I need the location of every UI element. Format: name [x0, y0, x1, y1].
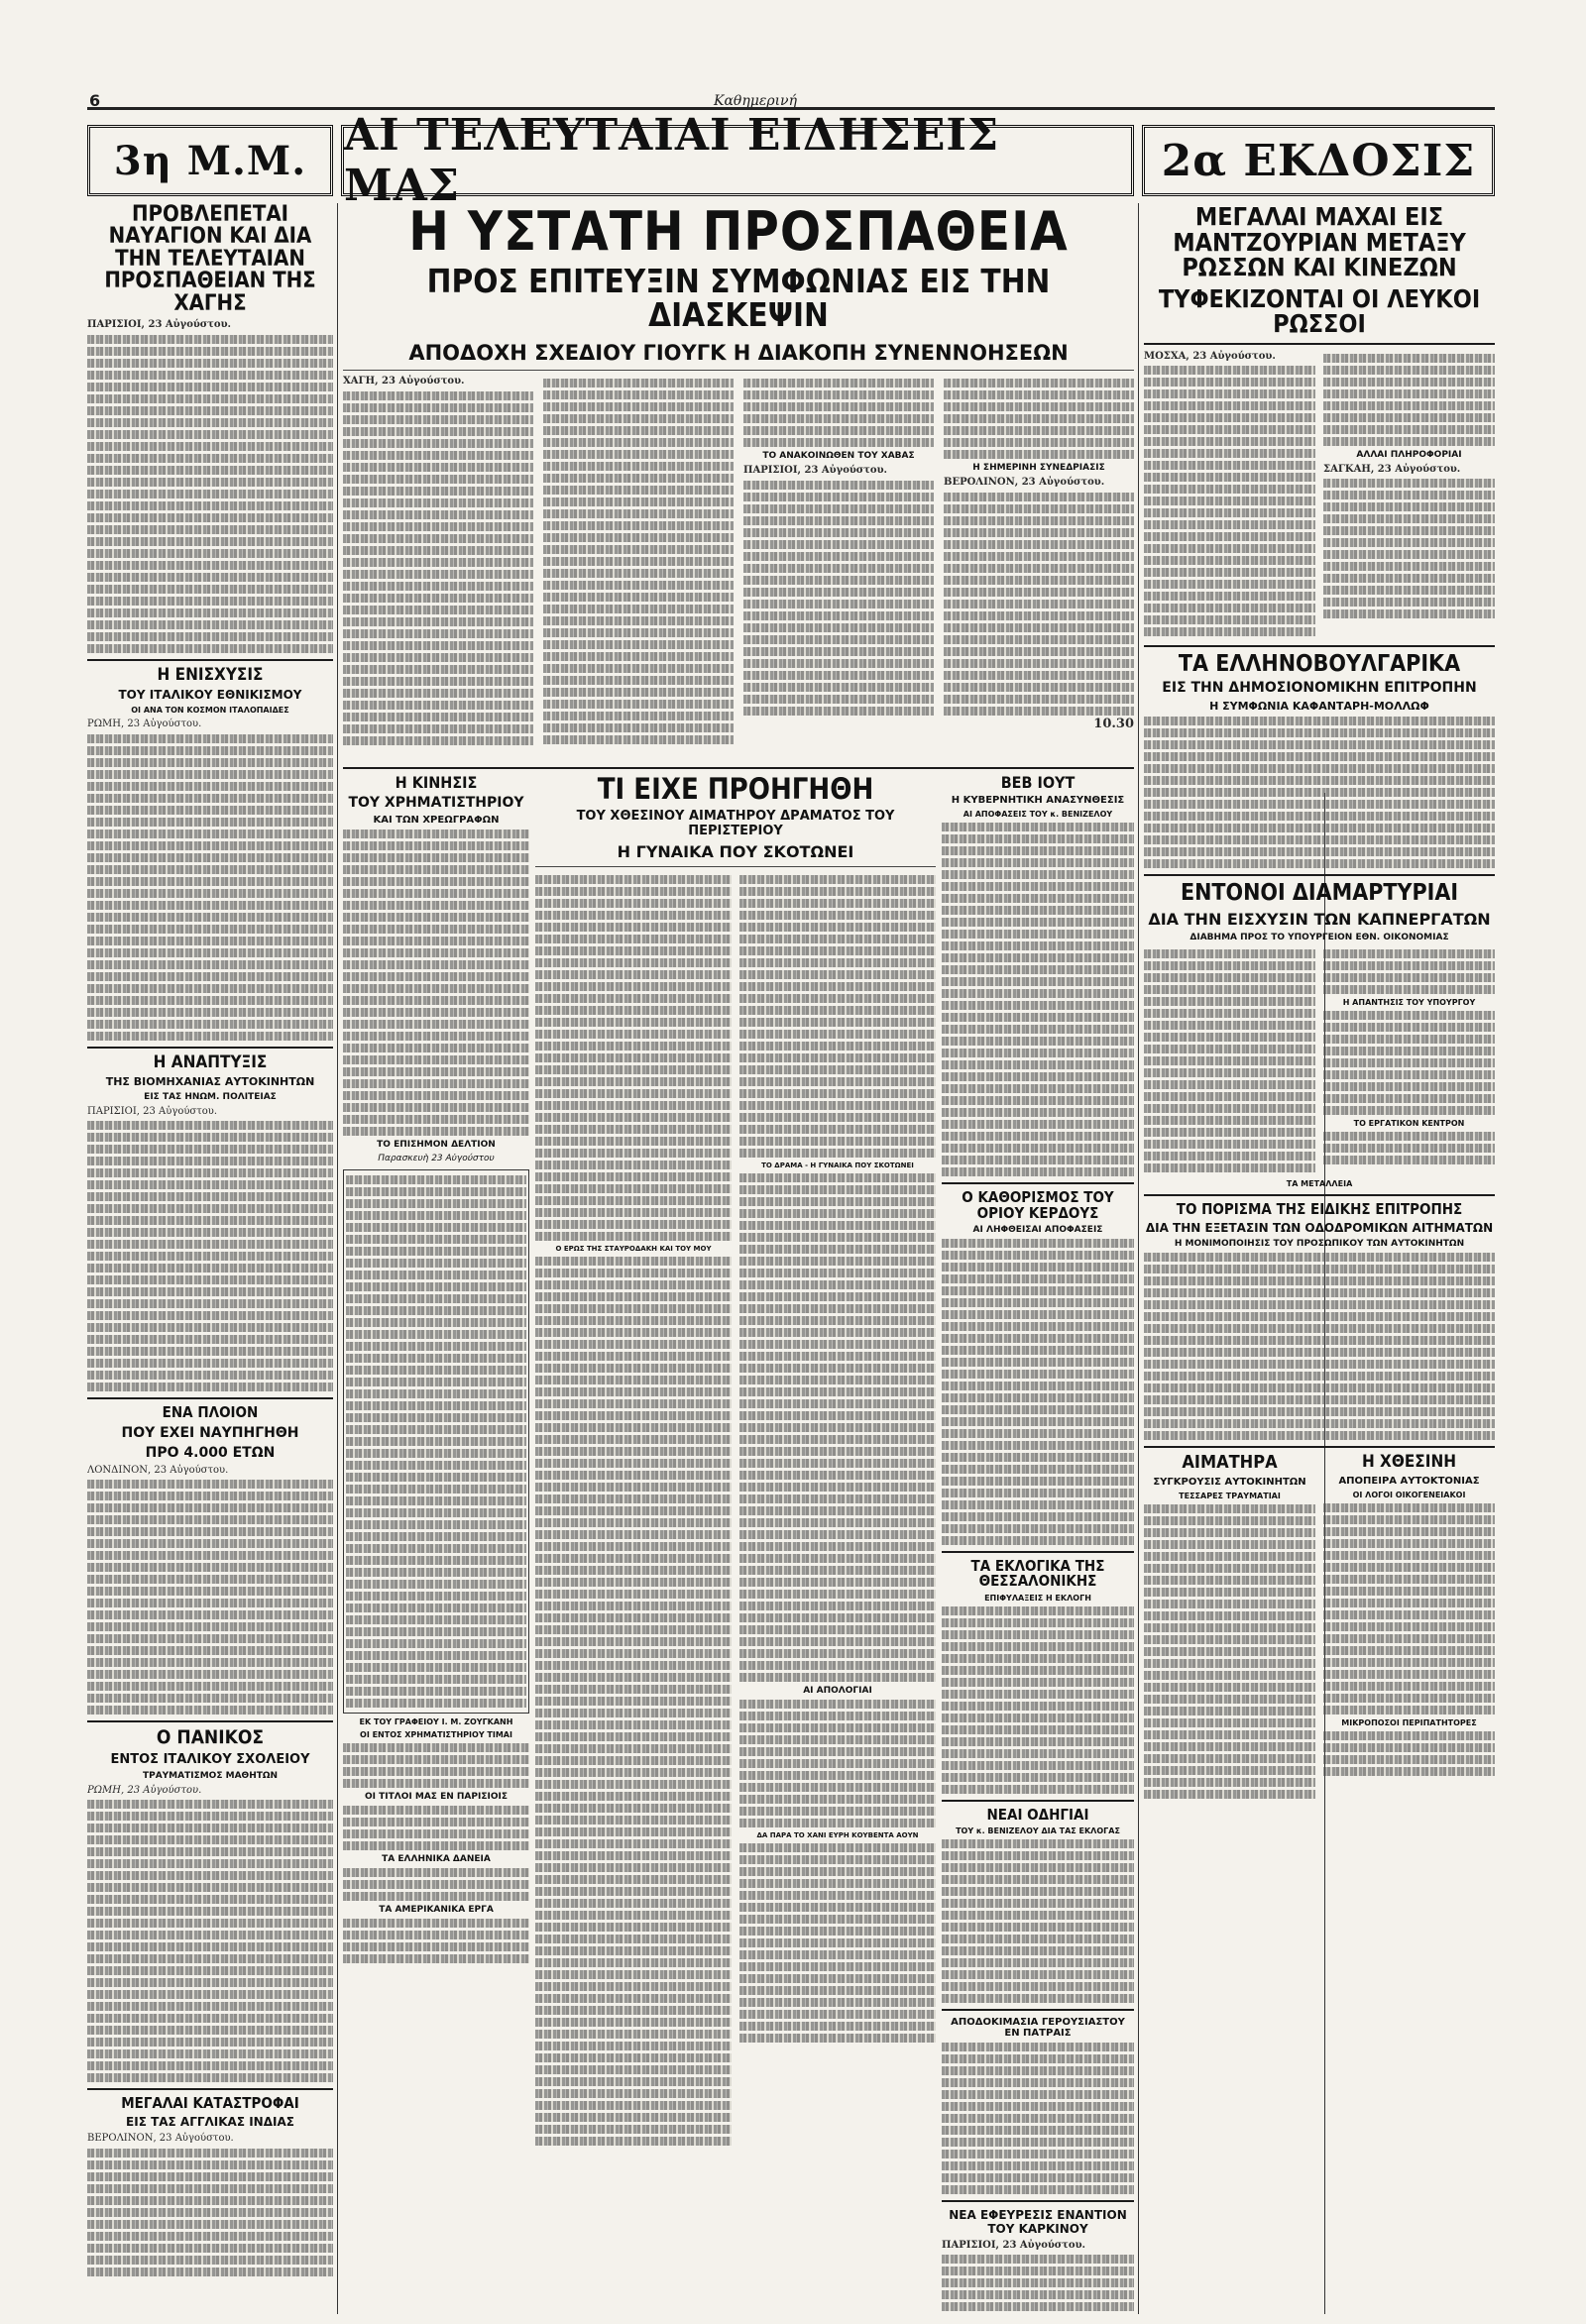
- right-story1-headline-2: ΤΥΦΕΚΙΖΟΝΤΑΙ ΟΙ ΛΕΥΚΟΙ ΡΩΣΣΟΙ: [1158, 283, 1481, 338]
- middle-col-stocks: [343, 775, 529, 2311]
- main-body-4b: [944, 493, 1134, 716]
- main-dateline-2: ΠΑΡΙΣΙΟΙ, 23 Αὐγούστου.: [743, 465, 887, 477]
- left-story2-subhead2: ΟΙ ΑΝΑ ΤΟΝ ΚΟΣΜΟΝ ΙΤΑΛΟΠΑΙΔΕΣ: [131, 706, 289, 716]
- left-story1-body: [87, 335, 333, 653]
- stocks-body-5: [343, 1919, 529, 1963]
- drama-body-1b: [535, 1257, 732, 2146]
- drama-col1: [535, 872, 732, 2149]
- left-story2-dateline: ΡΩΜΗ, 23 Αὐγούστου.: [87, 719, 202, 730]
- right-story7-headline: ΜΙΚΡΟΠΟΣΟΙ ΠΕΡΙΠΑΤΗΤΟΡΕΣ: [1341, 1717, 1477, 1727]
- stocks-table-rows: [344, 1170, 528, 1713]
- politics-headline-4: ΝΕΑΙ ΟΔΗΓΙΑΙ: [986, 1805, 1089, 1824]
- main-dateline: ΧΑΓΗ, 23 Αὐγούστου.: [343, 376, 465, 387]
- left-story4-headline: ΕΝΑ ΠΛΟΙΟΝ: [162, 1403, 259, 1422]
- divider: [1144, 1194, 1495, 1196]
- right-story1-columns: [1144, 351, 1495, 640]
- main-body-4a: [944, 379, 1134, 459]
- middle-top-rule: [343, 767, 1134, 769]
- left-story6-subhead: ΕΙΣ ΤΑΣ ΑΓΓΛΙΚΑΣ ΙΝΔΙΑΣ: [126, 2115, 294, 2130]
- drama-subhead3: Ο ΕΡΩΣ ΤΗΣ ΣΤΑΥΡΟΔΑΚΗ ΚΑΙ ΤΟΥ ΜΟΥ: [555, 1244, 712, 1253]
- right-story1-col1: [1144, 351, 1315, 640]
- banner-left: [87, 125, 333, 196]
- right-story7-body: [1323, 1731, 1495, 1776]
- left-story6-headline: ΜΕΓΑΛΑΙ ΚΑΤΑΣΤΡΟΦΑΙ: [121, 2094, 299, 2113]
- divider: [87, 1397, 333, 1399]
- right-story1-body-2b: [1323, 479, 1495, 618]
- banner-right: [1142, 125, 1495, 196]
- drama-body-2d: [739, 1843, 936, 2043]
- banner-left-text: 3η Μ.Μ.: [113, 137, 307, 184]
- right-story2-subhead2: Η ΣΥΜΦΩΝΙΑ ΚΑΦΑΝΤΑΡΗ-ΜΟΛΛΩΦ: [1209, 700, 1429, 714]
- politics-subhead: Η ΚΥΒΕΡΝΗΤΙΚΗ ΑΝΑΣΥΝΘΕΣΙΣ: [951, 795, 1125, 807]
- politics-headline: ΒΕΒ ΙΟΥΤ: [1000, 775, 1076, 792]
- right-story3-columns: [1144, 946, 1495, 1175]
- stocks-subhead9: ΤΑ ΑΜΕΡΙΚΑΝΙΚΑ ΕΡΓΑ: [379, 1905, 494, 1916]
- right-story5-body: [1144, 1504, 1315, 1799]
- politics-body-4: [942, 1839, 1134, 2003]
- right-story3-col2: [1323, 946, 1495, 1175]
- drama-subhead: ΤΟΥ ΧΘΕΣΙΝΟΥ ΑΙΜΑΤΗΡΟΥ ΔΡΑΜΑΤΟΣ ΤΟΥ ΠΕΡΙΣΤΕΡΙΟΥ: [576, 808, 895, 838]
- main-headline-2: ΠΡΟΣ ΕΠΙΤΕΥΞΙΝ ΣΥΜΦΩΝΙΑΣ ΕΙΣ ΤΗΝ ΔΙΑΣΚΕΨΙΝ: [426, 262, 1051, 334]
- column-divider: [1138, 203, 1139, 2314]
- left-column: [87, 204, 333, 2315]
- right-story5: [1144, 1454, 1315, 1801]
- right-story1-body-2a: [1323, 354, 1495, 446]
- divider: [535, 866, 936, 867]
- left-story2-subhead: ΤΟΥ ΙΤΑΛΙΚΟΥ ΕΘΝΙΚΙΣΜΟΥ: [118, 688, 302, 703]
- stocks-subhead4: Παρασκευὴ 23 Αὐγούστου: [378, 1154, 495, 1164]
- politics-subhead9: ΑΠΟΔΟΚΙΜΑΣΙΑ ΓΕΡΟΥΣΙΑΣΤΟΥ ΕΝ ΠΑΤΡΑΙΣ: [951, 2016, 1125, 2039]
- left-story4-dateline: ΛΟΝΔΙΝΟΝ, 23 Αὐγούστου.: [87, 1464, 229, 1476]
- drama-subhead2: Η ΓΥΝΑΙΚΑ ΠΟΥ ΣΚΟΤΩΝΕΙ: [617, 841, 854, 861]
- politics-body-2: [942, 1239, 1134, 1545]
- right-story3-subhead: ΔΙΑ ΤΗΝ ΕΙΣΧΥΣΙΝ ΤΩΝ ΚΑΠΝΕΡΓΑΤΩΝ: [1148, 909, 1491, 929]
- main-story-col1: [343, 376, 533, 748]
- right-story1-dateline-2: ΣΑΓΚΑΗ, 23 Αὐγούστου.: [1323, 463, 1461, 475]
- drama-columns: [535, 872, 936, 2149]
- politics-body-1: [942, 823, 1134, 1176]
- right-story5-headline: ΑΙΜΑΤΗΡΑ: [1182, 1452, 1278, 1474]
- divider: [1144, 343, 1495, 345]
- left-story6-dateline: ΒΕΡΟΛΙΝΟΝ, 23 Αὐγούστου.: [87, 2133, 234, 2145]
- left-story1-headline: ΠΡΟΒΛΕΠΕΤΑΙ ΝΑΥΑΓΙΟΝ ΚΑΙ ΔΙΑ ΤΗΝ ΤΕΛΕΥΤΑΙΑΝ ΠΡΟΣΠΑΘΕΙΑΝ ΤΗΣ ΧΑΓΗΣ: [104, 204, 316, 316]
- left-story3-body: [87, 1121, 333, 1391]
- main-headline: Η ΥΣΤΑΤΗ ΠΡΟΣΠΑΘΕΙΑ: [408, 204, 1069, 263]
- drama-subhead4: ΤΟ ΔΡΑΜΑ - Η ΓΥΝΑΙΚΑ ΠΟΥ ΣΚΟΤΩΝΕΙ: [761, 1161, 914, 1169]
- main-body-1: [343, 391, 533, 745]
- politics-dateline: ΠΑΡΙΣΙΟΙ, 23 Αὐγούστου.: [942, 2239, 1085, 2251]
- divider: [87, 1047, 333, 1049]
- divider: [87, 1720, 333, 1722]
- drama-body-2c: [739, 1700, 936, 1827]
- left-story6-body: [87, 2149, 333, 2276]
- left-story3-subhead2: ΕΙΣ ΤΑΣ ΗΝΩΜ. ΠΟΛΙΤΕΙΑΣ: [144, 1091, 277, 1102]
- right-story3-body-2b: [1323, 1011, 1495, 1115]
- right-story3-subhead5: ΤΟ ΕΡΓΑΤΙΚΟΝ ΚΕΝΤΡΟΝ: [1353, 1118, 1465, 1128]
- right-story3-col1: [1144, 946, 1315, 1175]
- main-story-col3: [743, 376, 934, 748]
- right-story3-body-2a: [1323, 949, 1495, 994]
- divider: [942, 2200, 1134, 2202]
- stocks-subhead3: ΤΟ ΕΠΙΣΗΜΟΝ ΔΕΛΤΙΟΝ: [377, 1140, 496, 1151]
- main-body-2: [543, 379, 734, 744]
- right-story1-body: [1144, 366, 1315, 636]
- banner-center-text: ΑΙ ΤΕΛΕΥΤΑΙΑΙ ΕΙΔΗΣΕΙΣ ΜΑΣ: [344, 110, 1000, 211]
- stocks-subhead8: ΤΑ ΕΛΛΗΝΙΚΑ ΔΑΝΕΙΑ: [382, 1854, 491, 1865]
- drama-body-2b: [739, 1173, 936, 1682]
- page-number: 6: [89, 91, 101, 110]
- left-story3-dateline: ΠΑΡΙΣΙΟΙ, 23 Αὐγούστου.: [87, 1105, 218, 1117]
- main-subhead: ΑΠΟΔΟΧΗ ΣΧΕΔΙΟΥ ΓΙΟΥΓΚ Η ΔΙΑΚΟΠΗ ΣΥΝΕΝΝΟΗΣΕΩΝ: [408, 341, 1069, 366]
- divider: [343, 370, 1134, 371]
- right-story3-subhead2: ΔΙΑΒΗΜΑ ΠΡΟΣ ΤΟ ΥΠΟΥΡΓΕΙΟΝ ΕΘΝ. ΟΙΚΟΝΟΜΙΑΣ: [1190, 932, 1449, 942]
- drama-body-1a: [535, 875, 732, 1241]
- left-story5-dateline: ΡΩΜΗ, 23 Αὐγούστου.: [87, 1784, 202, 1796]
- main-dateline-3: ΒΕΡΟΛΙΝΟΝ, 23 Αὐγούστου.: [944, 477, 1105, 489]
- banner-right-text: 2α ΕΚΔΟΣΙΣ: [1161, 135, 1476, 186]
- right-story2-body: [1144, 717, 1495, 868]
- divider: [87, 659, 333, 661]
- stocks-body-2: [343, 1743, 529, 1788]
- left-story3-headline: Η ΑΝΑΠΤΥΞΙΣ: [153, 1051, 268, 1072]
- politics-subhead8: ΤΟΥ κ. ΒΕΝΙΖΕΛΟΥ ΔΙΑ ΤΑΣ ΕΚΛΟΓΑΣ: [956, 1826, 1120, 1835]
- right-story5-subhead2: ΤΕΣΣΑΡΕΣ ΤΡΑΥΜΑΤΙΑΙ: [1179, 1491, 1281, 1500]
- right-story3-body-1: [1144, 949, 1315, 1172]
- stocks-body: [343, 830, 529, 1136]
- politics-subhead4: ΑΙ ΛΗΦΘΕΙΣΑΙ ΑΠΟΦΑΣΕΙΣ: [972, 1224, 1103, 1235]
- right-column: [1144, 204, 1495, 2315]
- right-story3-subhead4: ΤΑ ΜΕΤΑΛΛΕΙΑ: [1286, 1178, 1353, 1188]
- left-story5-subhead: ΕΝΤΟΣ ΙΤΑΛΙΚΟΥ ΣΧΟΛΕΙΟΥ: [110, 1751, 310, 1767]
- divider: [942, 2009, 1134, 2011]
- right-story3-headline: ΕΝΤΟΝΟΙ ΔΙΑΜΑΡΤΥΡΙΑΙ: [1180, 880, 1459, 907]
- drama-body-2a: [739, 875, 936, 1158]
- divider: [942, 1182, 1134, 1184]
- right-story5-subhead: ΣΥΓΚΡΟΥΣΙΣ ΑΥΤΟΚΙΝΗΤΩΝ: [1153, 1476, 1306, 1488]
- main-time: 10.30: [1093, 716, 1134, 731]
- right-story4-headline: ΤΟ ΠΟΡΙΣΜΑ ΤΗΣ ΕΙΔΙΚΗΣ ΕΠΙΤΡΟΠΗΣ: [1176, 1199, 1463, 1218]
- right-story6-subhead: ΑΠΟΠΕΙΡΑ ΑΥΤΟΚΤΟΝΙΑΣ: [1338, 1475, 1480, 1487]
- politics-body-3: [942, 1606, 1134, 1794]
- stocks-body-4: [343, 1868, 529, 1901]
- middle-col-politics: [942, 775, 1134, 2311]
- right-story6-body: [1323, 1503, 1495, 1715]
- right-story1-dateline: ΜΟΣΧΑ, 23 Αὐγούστου.: [1144, 350, 1276, 362]
- left-story2-headline: Η ΕΝΙΣΧΥΣΙΣ: [157, 664, 264, 685]
- banner-center: [341, 110, 1134, 211]
- politics-subhead6: ΕΠΙΦΥΛΑΞΕΙΣ Η ΕΚΛΟΓΗ: [984, 1593, 1091, 1603]
- right-story4-subhead: ΔΙΑ ΤΗΝ ΕΞΕΤΑΣΙΝ ΤΩΝ ΟΔΟΔΡΟΜΙΚΩΝ ΑΙΤΗΜΑΤΩΝ: [1145, 1221, 1494, 1236]
- drama-headline: ΤΙ ΕΙΧΕ ΠΡΟΗΓΗΘΗ: [597, 775, 874, 806]
- right-story1-col2: [1323, 351, 1495, 640]
- politics-subhead10: ΝΕΑ ΕΦΕΥΡΕΣΙΣ ΕΝΑΝΤΙΟΝ ΤΟΥ ΚΑΡΚΙΝΟΥ: [949, 2207, 1127, 2236]
- politics-headline-3: ΤΑ ΕΚΛΟΓΙΚΑ ΤΗΣ ΘΕΣΣΑΛΟΝΙΚΗΣ: [970, 1556, 1105, 1591]
- left-story4-subhead: ΠΟΥ ΕΧΕΙ ΝΑΥΠΗΓΗΘΗ: [121, 1424, 299, 1441]
- right-story2-headline: ΤΑ ΕΛΛΗΝΟΒΟΥΛΓΑΡΙΚΑ: [1178, 651, 1461, 677]
- main-subsection: ΤΟ ΑΝΑΚΟΙΝΩΘΕΝ ΤΟΥ ΧΑΒΑΣ: [762, 451, 915, 462]
- stocks-subhead6: ΟΙ ΕΝΤΟΣ ΧΡΗΜΑΤΙΣΤΗΡΙΟΥ ΤΙΜΑΙ: [360, 1730, 512, 1740]
- main-body-3b: [743, 481, 934, 716]
- divider: [87, 2088, 333, 2090]
- divider: [1144, 645, 1495, 647]
- middle-col-drama: [535, 775, 936, 2311]
- main-story-columns: [343, 376, 1134, 748]
- drama-subhead6: ΔΑ ΠΑΡΑ ΤΟ ΧΑΝΙ ΕΥΡΗ ΚΟΥΒΕΝΤΑ ΑΟΥΝ: [756, 1830, 919, 1839]
- right-story3-body-2c: [1323, 1132, 1495, 1164]
- drama-subhead5: ΑΙ ΑΠΟΛΟΓΙΑΙ: [803, 1685, 872, 1696]
- main-subsection-2: Η ΣΗΜΕΡΙΝΗ ΣΥΝΕΔΡΙΑΣΙΣ: [972, 463, 1105, 474]
- main-story: [343, 204, 1134, 759]
- stocks-body-3: [343, 1806, 529, 1850]
- left-story5-subhead2: ΤΡΑΥΜΑΤΙΣΜΟΣ ΜΑΘΗΤΩΝ: [142, 1770, 279, 1781]
- divider: [1144, 874, 1495, 876]
- stocks-subhead7: ΟΙ ΤΙΤΛΟΙ ΜΑΣ ΕΝ ΠΑΡΙΣΙΟΙΣ: [365, 1792, 508, 1803]
- main-body-3a: [743, 379, 934, 447]
- right-story3-subhead3: Η ΑΠΑΝΤΗΣΙΣ ΤΟΥ ΥΠΟΥΡΓΟΥ: [1342, 997, 1476, 1007]
- right-story4-subhead2: Η ΜΟΝΙΜΟΠΟΙΗΣΙΣ ΤΟΥ ΠΡΟΣΩΠΙΚΟΥ ΤΩΝ ΑΥΤΟΚΙΝΗΤΩΝ: [1174, 1239, 1465, 1250]
- stocks-subhead: ΤΟΥ ΧΡΗΜΑΤΙΣΤΗΡΙΟΥ: [348, 795, 524, 812]
- left-story5-headline: Ο ΠΑΝΙΚΟΣ: [156, 1726, 265, 1749]
- left-story1-dateline: ΠΑΡΙΣΙΟΙ, 23 Αὐγούστου.: [87, 319, 231, 331]
- stocks-table: [343, 1169, 529, 1714]
- politics-body-5: [942, 2043, 1134, 2194]
- masthead: Καθημερινή: [714, 93, 797, 109]
- right-story1-headline: ΜΕΓΑΛΑΙ ΜΑΧΑΙ ΕΙΣ ΜΑΝΤΖΟΥΡΙΑΝ ΜΕΤΑΞΥ ΡΩΣΣΩΝ ΚΑΙ ΚΙΝΕΖΩΝ: [1173, 204, 1466, 281]
- left-story4-subhead2: ΠΡΟ 4.000 ΕΤΩΝ: [145, 1444, 276, 1461]
- divider: [942, 1800, 1134, 1802]
- divider: [1144, 1446, 1495, 1448]
- stocks-subhead5: ΕΚ ΤΟΥ ΓΡΑΦΕΙΟΥ Ι. Μ. ΖΟΥΓΚΑΝΗ: [359, 1717, 513, 1727]
- politics-body-6: [942, 2255, 1134, 2311]
- column-divider: [337, 203, 338, 2314]
- left-story4-body: [87, 1480, 333, 1715]
- left-story5-body: [87, 1800, 333, 2082]
- main-story-col4: [944, 376, 1134, 748]
- right-story6-headline: Η ΧΘΕΣΙΝΗ: [1361, 1452, 1457, 1473]
- politics-headline-2: Ο ΚΑΘΟΡΙΣΜΟΣ ΤΟΥ ΟΡΙΟΥ ΚΕΡΔΟΥΣ: [962, 1188, 1114, 1222]
- right-story6: [1323, 1454, 1495, 1801]
- main-story-col2: [543, 376, 734, 748]
- left-story3-subhead: ΤΗΣ ΒΙΟΜΗΧΑΝΙΑΣ ΑΥΤΟΚΙΝΗΤΩΝ: [105, 1074, 315, 1088]
- stocks-subhead2: ΚΑΙ ΤΩΝ ΧΡΕΩΓΡΑΦΩΝ: [373, 815, 500, 827]
- stocks-headline: Η ΚΙΝΗΣΙΣ: [395, 775, 478, 792]
- divider: [942, 1551, 1134, 1553]
- drama-col2: [739, 872, 936, 2149]
- right-story6-subhead2: ΟΙ ΛΟΓΟΙ ΟΙΚΟΓΕΝΕΙΑΚΟΙ: [1352, 1490, 1466, 1499]
- right-story2-subhead: ΕΙΣ ΤΗΝ ΔΗΜΟΣΙΟΝΟΜΙΚΗΝ ΕΠΙΤΡΟΠΗΝ: [1162, 680, 1477, 697]
- right-story4-body: [1144, 1253, 1495, 1440]
- right-bottom-columns: [1144, 1454, 1495, 1801]
- right-story1-subhead: ΑΛΛΑΙ ΠΛΗΡΟΦΟΡΙΑΙ: [1356, 449, 1462, 460]
- politics-subhead2: ΑΙ ΑΠΟΦΑΣΕΙΣ ΤΟΥ κ. ΒΕΝΙΖΕΛΟΥ: [963, 810, 1113, 820]
- left-story2-body: [87, 734, 333, 1041]
